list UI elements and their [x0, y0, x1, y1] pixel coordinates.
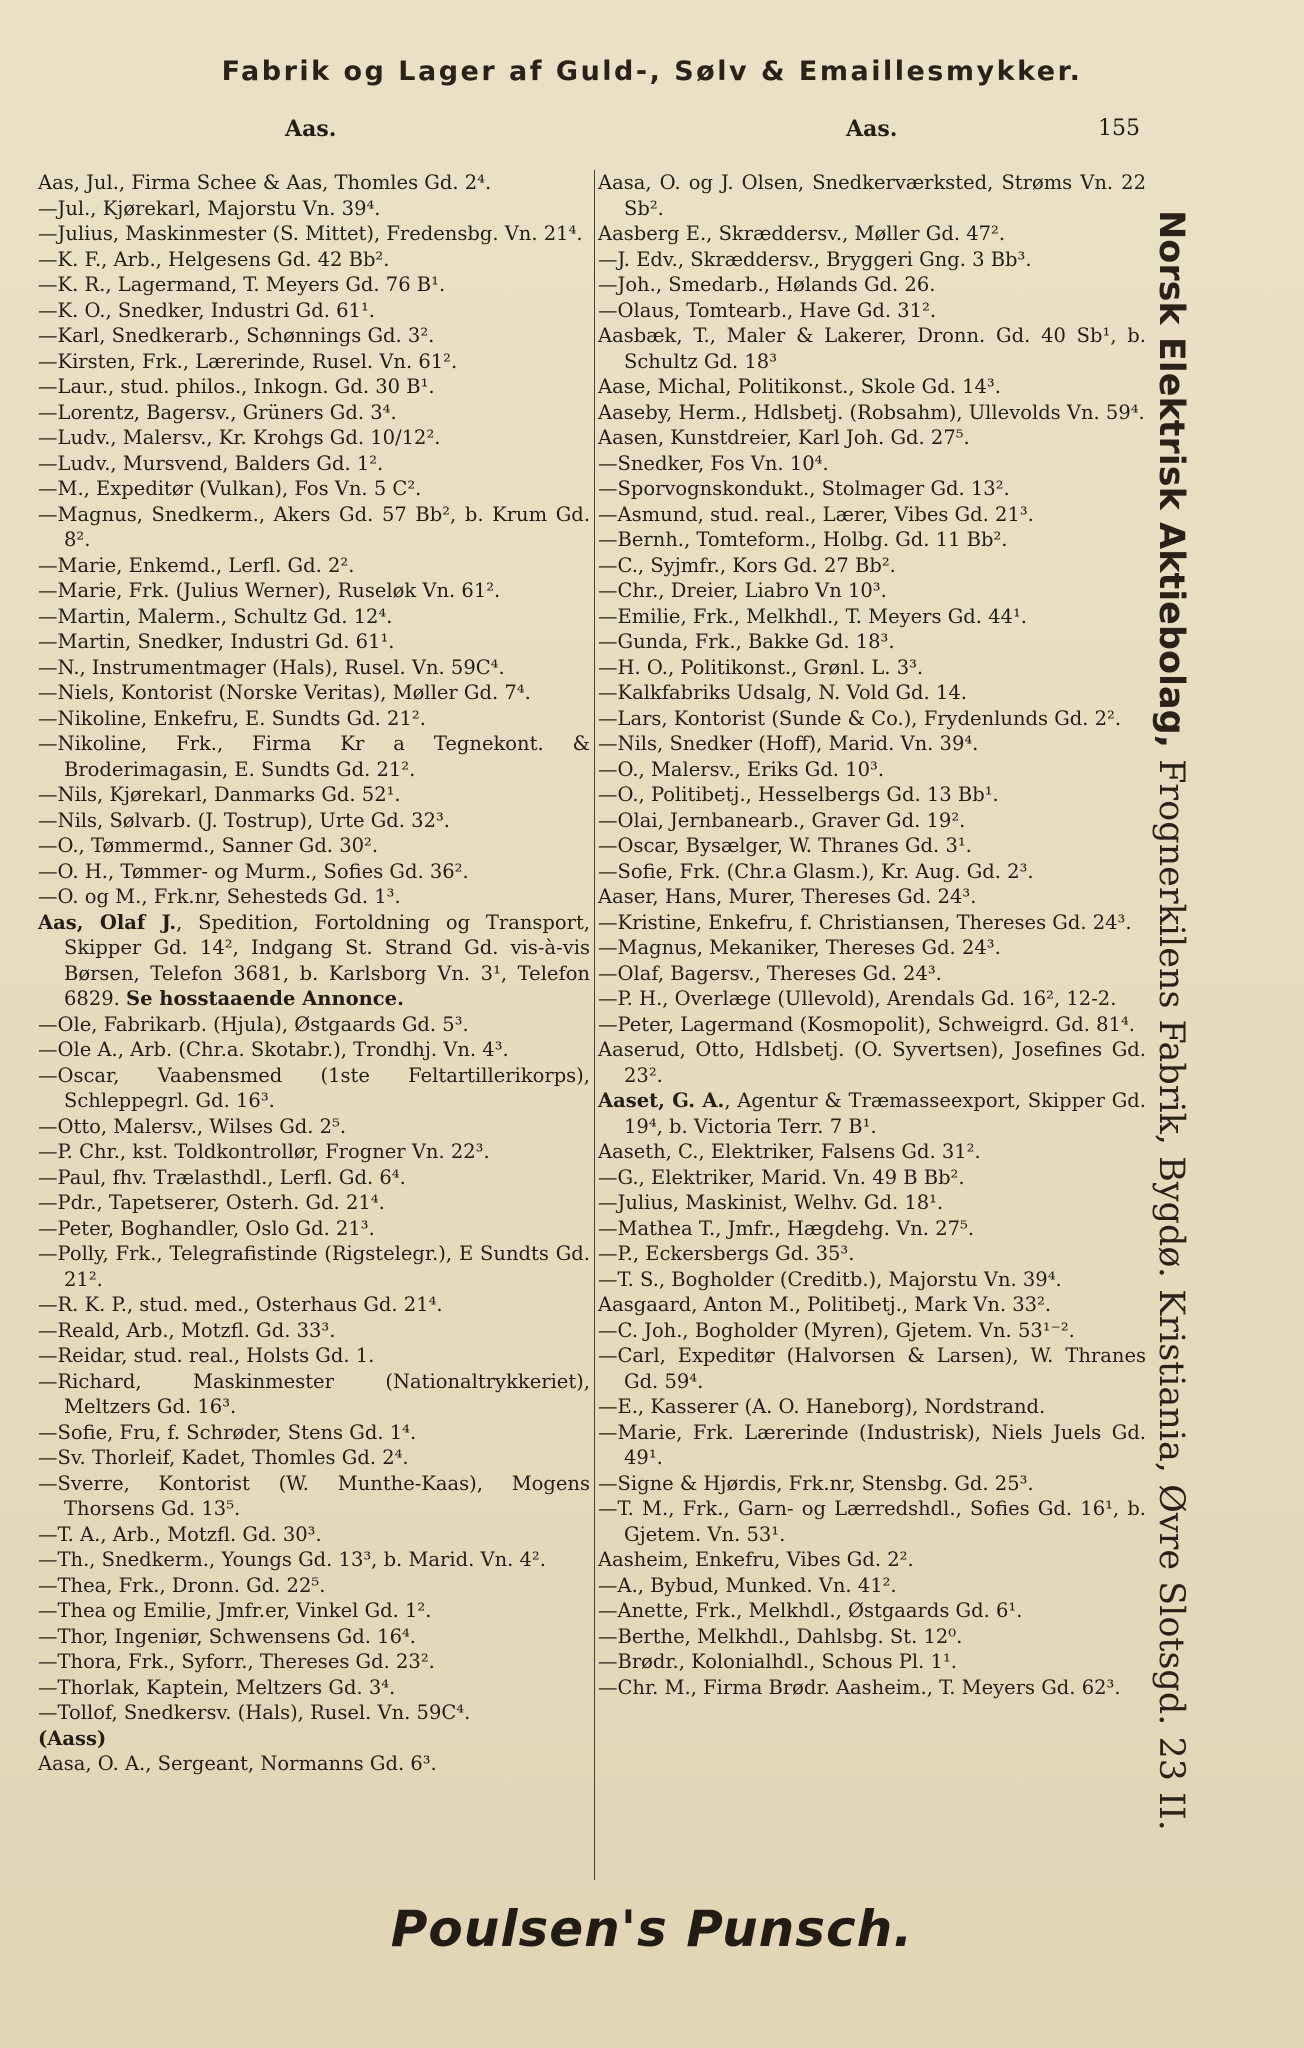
directory-entry: —T. S., Bogholder (Creditb.), Majorstu Vn. 39⁴. [598, 1267, 1062, 1291]
directory-entry: —Otto, Malersv., Wilses Gd. 2⁵. [38, 1114, 347, 1138]
directory-entry: —Richard, Maskinmester (Nationaltrykkeriet), Meltzers Gd. 16³. [38, 1369, 590, 1418]
directory-entry: —Karl, Snedkerarb., Schønnings Gd. 3². [38, 324, 435, 347]
directory-entry: —Snedker, Fos Vn. 10⁴. [598, 451, 829, 475]
directory-entry: Aaser, Hans, Murer, Thereses Gd. 24³. [598, 885, 977, 908]
left-column [38, 170, 590, 1777]
directory-entry: —K. O., Snedker, Industri Gd. 61¹. [38, 298, 375, 322]
directory-entry: —Jul., Kjørekarl, Majorstu Vn. 39⁴. [38, 196, 381, 220]
directory-entry: —Marie, Enkemd., Lerfl. Gd. 2². [38, 553, 355, 577]
directory-entry: Aasa, O. A., Sergeant, Normanns Gd. 6³. [38, 1752, 437, 1775]
directory-entry: Aasgaard, Anton M., Politibetj., Mark Vn. 33². [598, 1293, 1052, 1316]
directory-entry: —Emilie, Frk., Melkhdl., T. Meyers Gd. 44¹. [598, 604, 1027, 628]
directory-entry: —Julius, Maskinmester (S. Mittet), Fredensbg. Vn. 21⁴. [38, 222, 583, 245]
directory-entry: —Sofie, Fru, f. Schrøder, Stens Gd. 1⁴. [38, 1420, 417, 1444]
featured-entry-text: , Agentur & Træmasseexport, Skipper Gd. 19⁴, b. Victoria Terr. 7 B¹. [624, 1089, 1146, 1138]
directory-entry: —Reidar, stud. real., Holsts Gd. 1. [38, 1344, 375, 1367]
directory-entry: —Bernh., Tomteform., Holbg. Gd. 11 Bb². [598, 528, 1008, 551]
header-advertisement: Fabrik og Lager af Guld-, Sølv & Emaillesmykker. [221, 56, 1083, 87]
directory-entry: —Niels, Kontorist (Norske Veritas), Møller Gd. 7⁴. [38, 681, 531, 704]
directory-entry: —Carl, Expeditør (Halvorsen & Larsen), W. Thranes Gd. 59⁴. [598, 1344, 1146, 1393]
directory-entry: —Asmund, stud. real., Lærer, Vibes Gd. 21³. [598, 502, 1034, 526]
directory-entry: —Kalkfabriks Udsalg, N. Vold Gd. 14. [598, 681, 967, 704]
directory-entry: —Berthe, Melkhdl., Dahlsbg. St. 12⁰. [598, 1624, 963, 1648]
directory-entry: —Thea og Emilie, Jmfr.er, Vinkel Gd. 1². [38, 1599, 432, 1622]
directory-entry: —Marie, Frk. Lærerinde (Industrisk), Niels Juels Gd. 49¹. [598, 1420, 1146, 1469]
directory-entry: —Pdr., Tapetserer, Osterh. Gd. 21⁴. [38, 1191, 385, 1214]
directory-entry: —Marie, Frk. (Julius Werner), Ruseløk Vn. 61². [38, 579, 501, 602]
directory-entry: —Olaus, Tomtearb., Have Gd. 31². [598, 298, 937, 322]
directory-entry: —Oscar, Bysælger, W. Thranes Gd. 3¹. [598, 834, 972, 857]
directory-entry: —Nikoline, Frk., Firma Kr a Tegnekont. & Broderimagasin, E. Sundts Gd. 21². [38, 732, 590, 781]
directory-entry: —Olai, Jernbanearb., Graver Gd. 19². [598, 808, 966, 832]
directory-entry: —Kristine, Enkefru, f. Christiansen, Thereses Gd. 24³. [598, 910, 1132, 934]
directory-entry: —C. Joh., Bogholder (Myren), Gjetem. Vn. 53¹⁻². [598, 1318, 1075, 1342]
directory-entry: —Mathea T., Jmfr., Hægdehg. Vn. 27⁵. [598, 1216, 975, 1240]
featured-entry-name: Aaset, G. A. [598, 1089, 725, 1112]
directory-entry: —Martin, Snedker, Industri Gd. 61¹. [38, 630, 395, 653]
directory-entry: —Magnus, Snedkerm., Akers Gd. 57 Bb², b. Krum Gd. 8². [38, 502, 590, 551]
directory-entry: —Magnus, Mekaniker, Thereses Gd. 24³. [598, 936, 1001, 959]
section-heading-aass: (Aass) [38, 1726, 107, 1750]
directory-entry: —Ludv., Malersv., Kr. Krohgs Gd. 10/12². [38, 426, 441, 449]
directory-entry: —Olaf, Bagersv., Thereses Gd. 24³. [598, 961, 942, 985]
directory-entry: —Joh., Smedarb., Hølands Gd. 26. [598, 273, 936, 296]
column-divider [594, 170, 595, 1880]
directory-entry: —Chr. M., Firma Brødr. Aasheim., T. Meyers Gd. 62³. [598, 1675, 1121, 1699]
directory-entry: —Nils, Kjørekarl, Danmarks Gd. 52¹. [38, 783, 401, 806]
running-head-left: Aas. [285, 116, 337, 142]
featured-entry [38, 910, 590, 1012]
directory-entry: Aaseby, Herm., Hdlsbetj. (Robsahm), Ullevolds Vn. 59⁴. [598, 400, 1145, 424]
directory-entry: Aaserud, Otto, Hdlsbetj. (O. Syvertsen), Josefines Gd. 23². [598, 1038, 1146, 1087]
directory-entry: —N., Instrumentmager (Hals), Rusel. Vn. 59C⁴. [38, 655, 505, 679]
directory-entry: —K. F., Arb., Helgesens Gd. 42 Bb². [38, 247, 390, 271]
featured-entry [598, 1088, 1146, 1139]
directory-entry: —Paul, fhv. Trælasthdl., Lerfl. Gd. 6⁴. [38, 1165, 406, 1189]
directory-entry: Aasbæk, T., Maler & Lakerer, Dronn. Gd. 40 Sb¹, b. Schultz Gd. 18³ [598, 324, 1146, 373]
directory-entry: —A., Bybud, Munked. Vn. 41². [598, 1573, 897, 1597]
directory-entry: —Thora, Frk., Syforr., Thereses Gd. 23². [38, 1650, 435, 1673]
directory-entry: —O., Malersv., Eriks Gd. 10³. [598, 757, 885, 781]
directory-entry: —Reald, Arb., Motzfl. Gd. 33³. [38, 1318, 336, 1342]
featured-entry-name: Aas, Olaf J. [38, 910, 177, 934]
featured-entry-text: , Spedition, Fortoldning og Transport, Skipper Gd. 14², Indgang St. Strand Gd. vis-à-vis Børsen, Telefon 3681, b. Karlsborg Vn. 3¹, Telefon 6829. [64, 910, 590, 1010]
directory-entry: —Sverre, Kontorist (W. Munthe-Kaas), Mogens Thorsens Gd. 13⁵. [38, 1471, 590, 1520]
directory-entry: —Thor, Ingeniør, Schwensens Gd. 16⁴. [38, 1624, 417, 1648]
side-advertisement [1151, 210, 1191, 1831]
page-number: 155 [1098, 116, 1140, 141]
directory-entry: —Th., Snedkerm., Youngs Gd. 13³, b. Marid. Vn. 4². [38, 1548, 546, 1571]
directory-entry: —T. A., Arb., Motzfl. Gd. 30³. [38, 1522, 322, 1546]
directory-entry: —Lars, Kontorist (Sunde & Co.), Frydenlunds Gd. 2². [598, 706, 1122, 730]
directory-entry: —O. H., Tømmer- og Murm., Sofies Gd. 36². [38, 859, 469, 883]
directory-entry: —Sporvognskondukt., Stolmager Gd. 13². [598, 477, 1010, 500]
directory-entry: Aasa, O. og J. Olsen, Snedkerværksted, Strøms Vn. 22 Sb². [598, 171, 1146, 220]
directory-entry: —Polly, Frk., Telegrafistinde (Rigstelegr.), E Sundts Gd. 21². [38, 1242, 590, 1291]
directory-entry: —J. Edv., Skræddersv., Bryggeri Gng. 3 Bb³. [598, 247, 1032, 271]
directory-entry: —Sv. Thorleif, Kadet, Thomles Gd. 2⁴. [38, 1446, 409, 1469]
directory-entry: —Thorlak, Kaptein, Meltzers Gd. 3⁴. [38, 1675, 396, 1699]
directory-entry: —Julius, Maskinist, Welhv. Gd. 18¹. [598, 1191, 944, 1214]
directory-entry: —C., Syjmfr., Kors Gd. 27 Bb². [598, 553, 896, 577]
directory-entry: —R. K. P., stud. med., Osterhaus Gd. 21⁴. [38, 1293, 443, 1316]
directory-entry: —P. Chr., kst. Toldkontrollør, Frogner Vn. 22³. [38, 1140, 490, 1163]
directory-entry: —P., Eckersbergs Gd. 35³. [598, 1242, 855, 1265]
directory-entry: —E., Kasserer (A. O. Haneborg), Nordstrand. [598, 1395, 1046, 1418]
directory-entry: —T. M., Frk., Garn- og Lærredshdl., Sofies Gd. 16¹, b. Gjetem. Vn. 53¹. [598, 1497, 1146, 1546]
directory-entry: Aasberg E., Skræddersv., Møller Gd. 47². [598, 222, 1006, 245]
directory-entry: —Sofie, Frk. (Chr.a Glasm.), Kr. Aug. Gd. 2³. [598, 859, 1034, 883]
directory-entry: —Ole A., Arb. (Chr.a. Skotabr.), Trondhj. Vn. 4³. [38, 1038, 509, 1061]
directory-entry: —K. R., Lagermand, T. Meyers Gd. 76 B¹. [38, 273, 446, 296]
side-ad-brand: Norsk Elektrisk Aktiebolag, [1151, 210, 1191, 748]
directory-entry: —Tollof, Snedkersv. (Hals), Rusel. Vn. 59C⁴. [38, 1701, 471, 1724]
directory-entry: Aasen, Kunstdreier, Karl Joh. Gd. 27⁵. [598, 426, 970, 449]
directory-entry: —Laur., stud. philos., Inkogn. Gd. 30 B¹. [38, 375, 435, 398]
directory-entry: —Ole, Fabrikarb. (Hjula), Østgaards Gd. 5³. [38, 1012, 469, 1036]
directory-entry: —H. O., Politikonst., Grønl. L. 3³. [598, 655, 924, 679]
directory-entry: Aase, Michal, Politikonst., Skole Gd. 14³. [598, 375, 1001, 398]
directory-entry: —Ludv., Mursvend, Balders Gd. 1². [38, 451, 384, 475]
directory-entry: —Anette, Frk., Melkhdl., Østgaards Gd. 6¹. [598, 1599, 1023, 1622]
directory-entry: —O., Tømmermd., Sanner Gd. 30². [38, 834, 379, 857]
directory-entry: —Signe & Hjørdis, Frk.nr, Stensbg. Gd. 25³. [598, 1471, 1034, 1495]
directory-entry: —Peter, Lagermand (Kosmopolit), Schweigrd. Gd. 81⁴. [598, 1012, 1135, 1036]
directory-entry: —M., Expeditør (Vulkan), Fos Vn. 5 C². [38, 477, 422, 500]
directory-entry: —O., Politibetj., Hesselbergs Gd. 13 Bb¹. [598, 783, 999, 806]
directory-entry: —Thea, Frk., Dronn. Gd. 22⁵. [38, 1573, 326, 1597]
directory-entry: Aas, Jul., Firma Schee & Aas, Thomles Gd. 2⁴. [38, 171, 492, 194]
directory-entry: —Nils, Snedker (Hoff), Marid. Vn. 39⁴. [598, 732, 979, 755]
directory-entry: —Oscar, Vaabensmed (1ste Feltartillerikorps), Schleppegrl. Gd. 16³. [38, 1063, 590, 1112]
footer-advertisement: Poulsen's Punsch. [390, 1900, 914, 1958]
featured-entry-see-note: Se hosstaaende Annonce. [126, 987, 404, 1010]
directory-entry: —Kirsten, Frk., Lærerinde, Rusel. Vn. 61². [38, 349, 458, 373]
directory-entry: —Chr., Dreier, Liabro Vn 10³. [598, 579, 887, 602]
directory-entry: Aasheim, Enkefru, Vibes Gd. 2². [598, 1548, 914, 1571]
directory-entry: —Martin, Malerm., Schultz Gd. 12⁴. [38, 604, 393, 628]
directory-entry: —Brødr., Kolonialhdl., Schous Pl. 1¹. [598, 1650, 957, 1673]
running-head-right: Aas. [846, 116, 898, 142]
directory-entry: —Lorentz, Bagersv., Grüners Gd. 3⁴. [38, 400, 397, 424]
directory-entry: —P. H., Overlæge (Ullevold), Arendals Gd. 16², 12-2. [598, 987, 1117, 1010]
side-ad-text: Frognerkilens Fabrik, Bygdø. Kristiania, Øvre Slotsgd. 23 II. [1151, 748, 1191, 1831]
directory-entry: Aaseth, C., Elektriker, Falsens Gd. 31². [598, 1140, 981, 1163]
directory-entry: —Nils, Sølvarb. (J. Tostrup), Urte Gd. 32³. [38, 808, 450, 832]
directory-entry: —Gunda, Frk., Bakke Gd. 18³. [598, 630, 895, 653]
right-column [598, 170, 1146, 1700]
directory-entry: —O. og M., Frk.nr, Sehesteds Gd. 1³. [38, 885, 401, 908]
directory-entry: —Peter, Boghandler, Oslo Gd. 21³. [38, 1216, 375, 1240]
directory-entry: —Nikoline, Enkefru, E. Sundts Gd. 21². [38, 706, 426, 730]
directory-entry: —G., Elektriker, Marid. Vn. 49 B Bb². [598, 1165, 965, 1189]
